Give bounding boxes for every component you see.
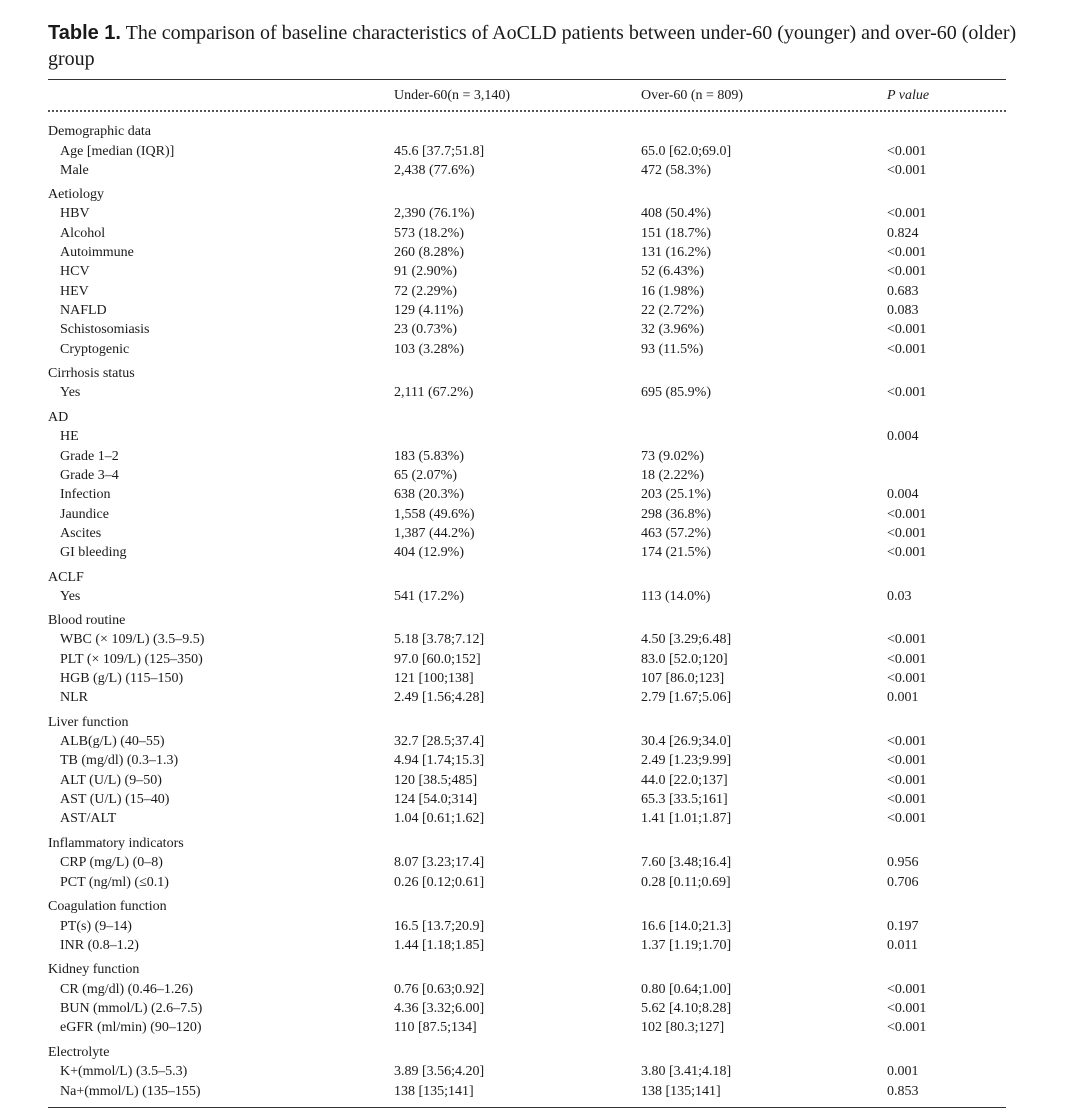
under-60-value: 65 (2.07%) — [394, 468, 457, 483]
section-label: Electrolyte — [48, 1045, 110, 1060]
p-value: <0.001 — [887, 144, 927, 159]
under-60-value: 129 (4.11%) — [394, 303, 464, 318]
table-section-header — [0, 364, 1080, 383]
p-value: 0.011 — [887, 938, 918, 953]
table-section-header — [0, 122, 1080, 141]
under-60-value: 260 (8.28%) — [394, 245, 464, 260]
row-label: NAFLD — [60, 303, 107, 318]
over-60-value: 65.3 [33.5;161] — [641, 792, 728, 807]
under-60-value: 2,390 (76.1%) — [394, 206, 475, 221]
row-label: HGB (g/L) (115–150) — [60, 671, 184, 686]
row-label: GI bleeding — [60, 545, 127, 560]
over-60-value: 138 [135;141] — [641, 1084, 721, 1099]
section-label: Liver function — [48, 715, 129, 730]
under-60-value: 404 (12.9%) — [394, 545, 464, 560]
table-row — [0, 751, 1080, 770]
row-label: TB (mg/dl) (0.3–1.3) — [60, 753, 179, 768]
row-label: PCT (ng/ml) (≤0.1) — [60, 875, 169, 890]
table-section-header — [0, 408, 1080, 427]
p-value: <0.001 — [887, 206, 927, 221]
over-60-value: 16.6 [14.0;21.3] — [641, 919, 732, 934]
p-value: <0.001 — [887, 245, 927, 260]
table-row — [0, 224, 1080, 243]
p-value: 0.03 — [887, 589, 912, 604]
p-value: 0.001 — [887, 690, 919, 705]
over-60-value: 151 (18.7%) — [641, 226, 711, 241]
under-60-value: 1.04 [0.61;1.62] — [394, 811, 485, 826]
row-label: Infection — [60, 487, 111, 502]
p-value: <0.001 — [887, 982, 927, 997]
bottom-rule — [48, 1107, 1006, 1108]
p-value: <0.001 — [887, 163, 927, 178]
table-row — [0, 383, 1080, 402]
over-60-value: 5.62 [4.10;8.28] — [641, 1001, 732, 1016]
table-section-header — [0, 713, 1080, 732]
table-row — [0, 427, 1080, 446]
over-60-value: 7.60 [3.48;16.4] — [641, 855, 732, 870]
table-row — [0, 1082, 1080, 1101]
under-60-value: 1,558 (49.6%) — [394, 507, 475, 522]
p-value: <0.001 — [887, 264, 927, 279]
table-row — [0, 301, 1080, 320]
over-60-value: 2.49 [1.23;9.99] — [641, 753, 732, 768]
under-60-value: 3.89 [3.56;4.20] — [394, 1064, 485, 1079]
table-section-header — [0, 185, 1080, 204]
p-value: <0.001 — [887, 385, 927, 400]
row-label: ALB(g/L) (40–55) — [60, 734, 165, 749]
over-60-value: 22 (2.72%) — [641, 303, 704, 318]
table-section-header — [0, 568, 1080, 587]
section-label: Blood routine — [48, 613, 126, 628]
table-row — [0, 688, 1080, 707]
table-section-header — [0, 611, 1080, 630]
under-60-value: 4.94 [1.74;15.3] — [394, 753, 485, 768]
p-value: 0.853 — [887, 1084, 919, 1099]
section-label: Aetiology — [48, 187, 104, 202]
section-label: ACLF — [48, 570, 84, 585]
under-60-value: 638 (20.3%) — [394, 487, 464, 502]
under-60-value: 16.5 [13.7;20.9] — [394, 919, 485, 934]
row-label: CR (mg/dl) (0.46–1.26) — [60, 982, 193, 997]
row-label: HEV — [60, 284, 89, 299]
row-label: AST/ALT — [60, 811, 117, 826]
under-60-value: 573 (18.2%) — [394, 226, 464, 241]
over-60-value: 472 (58.3%) — [641, 163, 711, 178]
over-60-value: 32 (3.96%) — [641, 322, 704, 337]
header-dotted-rule — [48, 110, 1006, 112]
row-label: Jaundice — [60, 507, 109, 522]
over-60-value: 3.80 [3.41;4.18] — [641, 1064, 732, 1079]
table-label: Table 1. — [48, 22, 121, 44]
row-label: Na+(mmol/L) (135–155) — [60, 1084, 201, 1099]
under-60-value: 2.49 [1.56;4.28] — [394, 690, 485, 705]
table-row — [0, 853, 1080, 872]
table-row — [0, 320, 1080, 339]
table-row — [0, 650, 1080, 669]
p-value: <0.001 — [887, 773, 927, 788]
p-value: <0.001 — [887, 322, 927, 337]
section-label: Kidney function — [48, 962, 140, 977]
under-60-value: 91 (2.90%) — [394, 264, 457, 279]
over-60-value: 73 (9.02%) — [641, 449, 704, 464]
over-60-value: 2.79 [1.67;5.06] — [641, 690, 732, 705]
over-60-value: 65.0 [62.0;69.0] — [641, 144, 732, 159]
table-row — [0, 1018, 1080, 1037]
under-60-value: 1,387 (44.2%) — [394, 526, 475, 541]
over-60-value: 1.41 [1.01;1.87] — [641, 811, 732, 826]
table-row — [0, 732, 1080, 751]
table-row — [0, 282, 1080, 301]
table-row — [0, 262, 1080, 281]
p-value: 0.956 — [887, 855, 919, 870]
row-label: eGFR (ml/min) (90–120) — [60, 1020, 202, 1035]
row-label: Grade 1–2 — [60, 449, 119, 464]
row-label: PLT (× 109/L) (125–350) — [60, 652, 203, 667]
table-row — [0, 936, 1080, 955]
table-row — [0, 524, 1080, 543]
table-row — [0, 543, 1080, 562]
over-60-value: 203 (25.1%) — [641, 487, 711, 502]
p-value: <0.001 — [887, 545, 927, 560]
under-60-value: 5.18 [3.78;7.12] — [394, 632, 485, 647]
table-row — [0, 587, 1080, 606]
over-60-value: 131 (16.2%) — [641, 245, 711, 260]
row-label: INR (0.8–1.2) — [60, 938, 139, 953]
section-label: Inflammatory indicators — [48, 836, 184, 851]
table-section-header — [0, 897, 1080, 916]
table-caption — [48, 20, 1018, 72]
header-under-60: Under-60(n = 3,140) — [394, 88, 511, 103]
table-title: The comparison of baseline characteristics of AoCLD patients between under-60 (younger) and over-60 (older) group — [48, 22, 1017, 70]
under-60-value: 0.26 [0.12;0.61] — [394, 875, 485, 890]
p-value: 0.004 — [887, 487, 919, 502]
p-value: <0.001 — [887, 811, 927, 826]
row-label: ALT (U/L) (9–50) — [60, 773, 162, 788]
table-row — [0, 980, 1080, 999]
row-label: Grade 3–4 — [60, 468, 119, 483]
under-60-value: 183 (5.83%) — [394, 449, 464, 464]
over-60-value: 1.37 [1.19;1.70] — [641, 938, 732, 953]
over-60-value: 102 [80.3;127] — [641, 1020, 725, 1035]
table-row — [0, 485, 1080, 504]
table-row — [0, 873, 1080, 892]
row-label: CRP (mg/L) (0–8) — [60, 855, 163, 870]
over-60-value: 93 (11.5%) — [641, 342, 704, 357]
row-label: Male — [60, 163, 89, 178]
table-row — [0, 790, 1080, 809]
under-60-value: 32.7 [28.5;37.4] — [394, 734, 485, 749]
row-label: WBC (× 109/L) (3.5–9.5) — [60, 632, 205, 647]
under-60-value: 72 (2.29%) — [394, 284, 457, 299]
top-rule — [48, 79, 1006, 80]
table-row — [0, 669, 1080, 688]
over-60-value: 107 [86.0;123] — [641, 671, 725, 686]
under-60-value: 121 [100;138] — [394, 671, 474, 686]
p-value: <0.001 — [887, 507, 927, 522]
p-value: 0.683 — [887, 284, 919, 299]
table-row — [0, 505, 1080, 524]
section-label: Demographic data — [48, 124, 152, 139]
over-60-value: 83.0 [52.0;120] — [641, 652, 728, 667]
under-60-value: 2,438 (77.6%) — [394, 163, 475, 178]
table-row — [0, 917, 1080, 936]
over-60-value: 174 (21.5%) — [641, 545, 711, 560]
p-value: <0.001 — [887, 632, 927, 647]
table-row — [0, 999, 1080, 1018]
table-row — [0, 447, 1080, 466]
p-value: <0.001 — [887, 671, 927, 686]
header-p-value: P value — [887, 88, 930, 103]
p-value: <0.001 — [887, 342, 927, 357]
under-60-value: 110 [87.5;134] — [394, 1020, 477, 1035]
under-60-value: 541 (17.2%) — [394, 589, 464, 604]
p-value: 0.083 — [887, 303, 919, 318]
over-60-value: 463 (57.2%) — [641, 526, 711, 541]
under-60-value: 45.6 [37.7;51.8] — [394, 144, 485, 159]
under-60-value: 120 [38.5;485] — [394, 773, 478, 788]
over-60-value: 44.0 [22.0;137] — [641, 773, 728, 788]
p-value: <0.001 — [887, 792, 927, 807]
row-label: Yes — [60, 589, 81, 604]
section-label: Coagulation function — [48, 899, 167, 914]
table-row — [0, 1062, 1080, 1081]
row-label: HBV — [60, 206, 90, 221]
over-60-value: 695 (85.9%) — [641, 385, 711, 400]
over-60-value: 0.28 [0.11;0.69] — [641, 875, 731, 890]
under-60-value: 0.76 [0.63;0.92] — [394, 982, 485, 997]
table-row — [0, 161, 1080, 180]
over-60-value: 113 (14.0%) — [641, 589, 711, 604]
under-60-value: 2,111 (67.2%) — [394, 385, 474, 400]
row-label: BUN (mmol/L) (2.6–7.5) — [60, 1001, 203, 1016]
table-row — [0, 243, 1080, 262]
table-row — [0, 204, 1080, 223]
under-60-value: 23 (0.73%) — [394, 322, 457, 337]
table-row — [0, 630, 1080, 649]
under-60-value: 124 [54.0;314] — [394, 792, 478, 807]
section-label: Cirrhosis status — [48, 366, 135, 381]
p-value: <0.001 — [887, 1020, 927, 1035]
over-60-value: 16 (1.98%) — [641, 284, 704, 299]
row-label: NLR — [60, 690, 88, 705]
over-60-value: 0.80 [0.64;1.00] — [641, 982, 732, 997]
p-value: 0.001 — [887, 1064, 919, 1079]
table-row — [0, 771, 1080, 790]
row-label: Ascites — [60, 526, 102, 541]
row-label: HE — [60, 429, 79, 444]
over-60-value: 4.50 [3.29;6.48] — [641, 632, 732, 647]
row-label: PT(s) (9–14) — [60, 919, 132, 934]
over-60-value: 298 (36.8%) — [641, 507, 711, 522]
under-60-value: 97.0 [60.0;152] — [394, 652, 481, 667]
p-value: <0.001 — [887, 734, 927, 749]
p-value: 0.197 — [887, 919, 919, 934]
table-section-header — [0, 834, 1080, 853]
p-value: <0.001 — [887, 652, 927, 667]
row-label: Schistosomiasis — [60, 322, 150, 337]
table-row — [0, 142, 1080, 161]
p-value: 0.706 — [887, 875, 919, 890]
table-row — [0, 466, 1080, 485]
p-value: <0.001 — [887, 1001, 927, 1016]
table-row — [0, 340, 1080, 359]
p-value: 0.824 — [887, 226, 919, 241]
row-label: AST (U/L) (15–40) — [60, 792, 170, 807]
row-label: Alcohol — [60, 226, 106, 241]
under-60-value: 103 (3.28%) — [394, 342, 464, 357]
p-value: <0.001 — [887, 526, 927, 541]
table-row — [0, 809, 1080, 828]
under-60-value: 138 [135;141] — [394, 1084, 474, 1099]
under-60-value: 8.07 [3.23;17.4] — [394, 855, 485, 870]
over-60-value: 18 (2.22%) — [641, 468, 704, 483]
header-over-60: Over-60 (n = 809) — [641, 88, 744, 103]
table-section-header — [0, 1043, 1080, 1062]
over-60-value: 30.4 [26.9;34.0] — [641, 734, 732, 749]
row-label: Cryptogenic — [60, 342, 130, 357]
row-label: HCV — [60, 264, 90, 279]
under-60-value: 4.36 [3.32;6.00] — [394, 1001, 485, 1016]
table-section-header — [0, 960, 1080, 979]
row-label: Yes — [60, 385, 81, 400]
over-60-value: 408 (50.4%) — [641, 206, 711, 221]
section-label: AD — [48, 410, 69, 425]
p-value: <0.001 — [887, 753, 927, 768]
over-60-value: 52 (6.43%) — [641, 264, 704, 279]
under-60-value: 1.44 [1.18;1.85] — [394, 938, 485, 953]
row-label: K+(mmol/L) (3.5–5.3) — [60, 1064, 188, 1079]
row-label: Age [median (IQR)] — [60, 144, 175, 159]
p-value: 0.004 — [887, 429, 919, 444]
row-label: Autoimmune — [60, 245, 134, 260]
